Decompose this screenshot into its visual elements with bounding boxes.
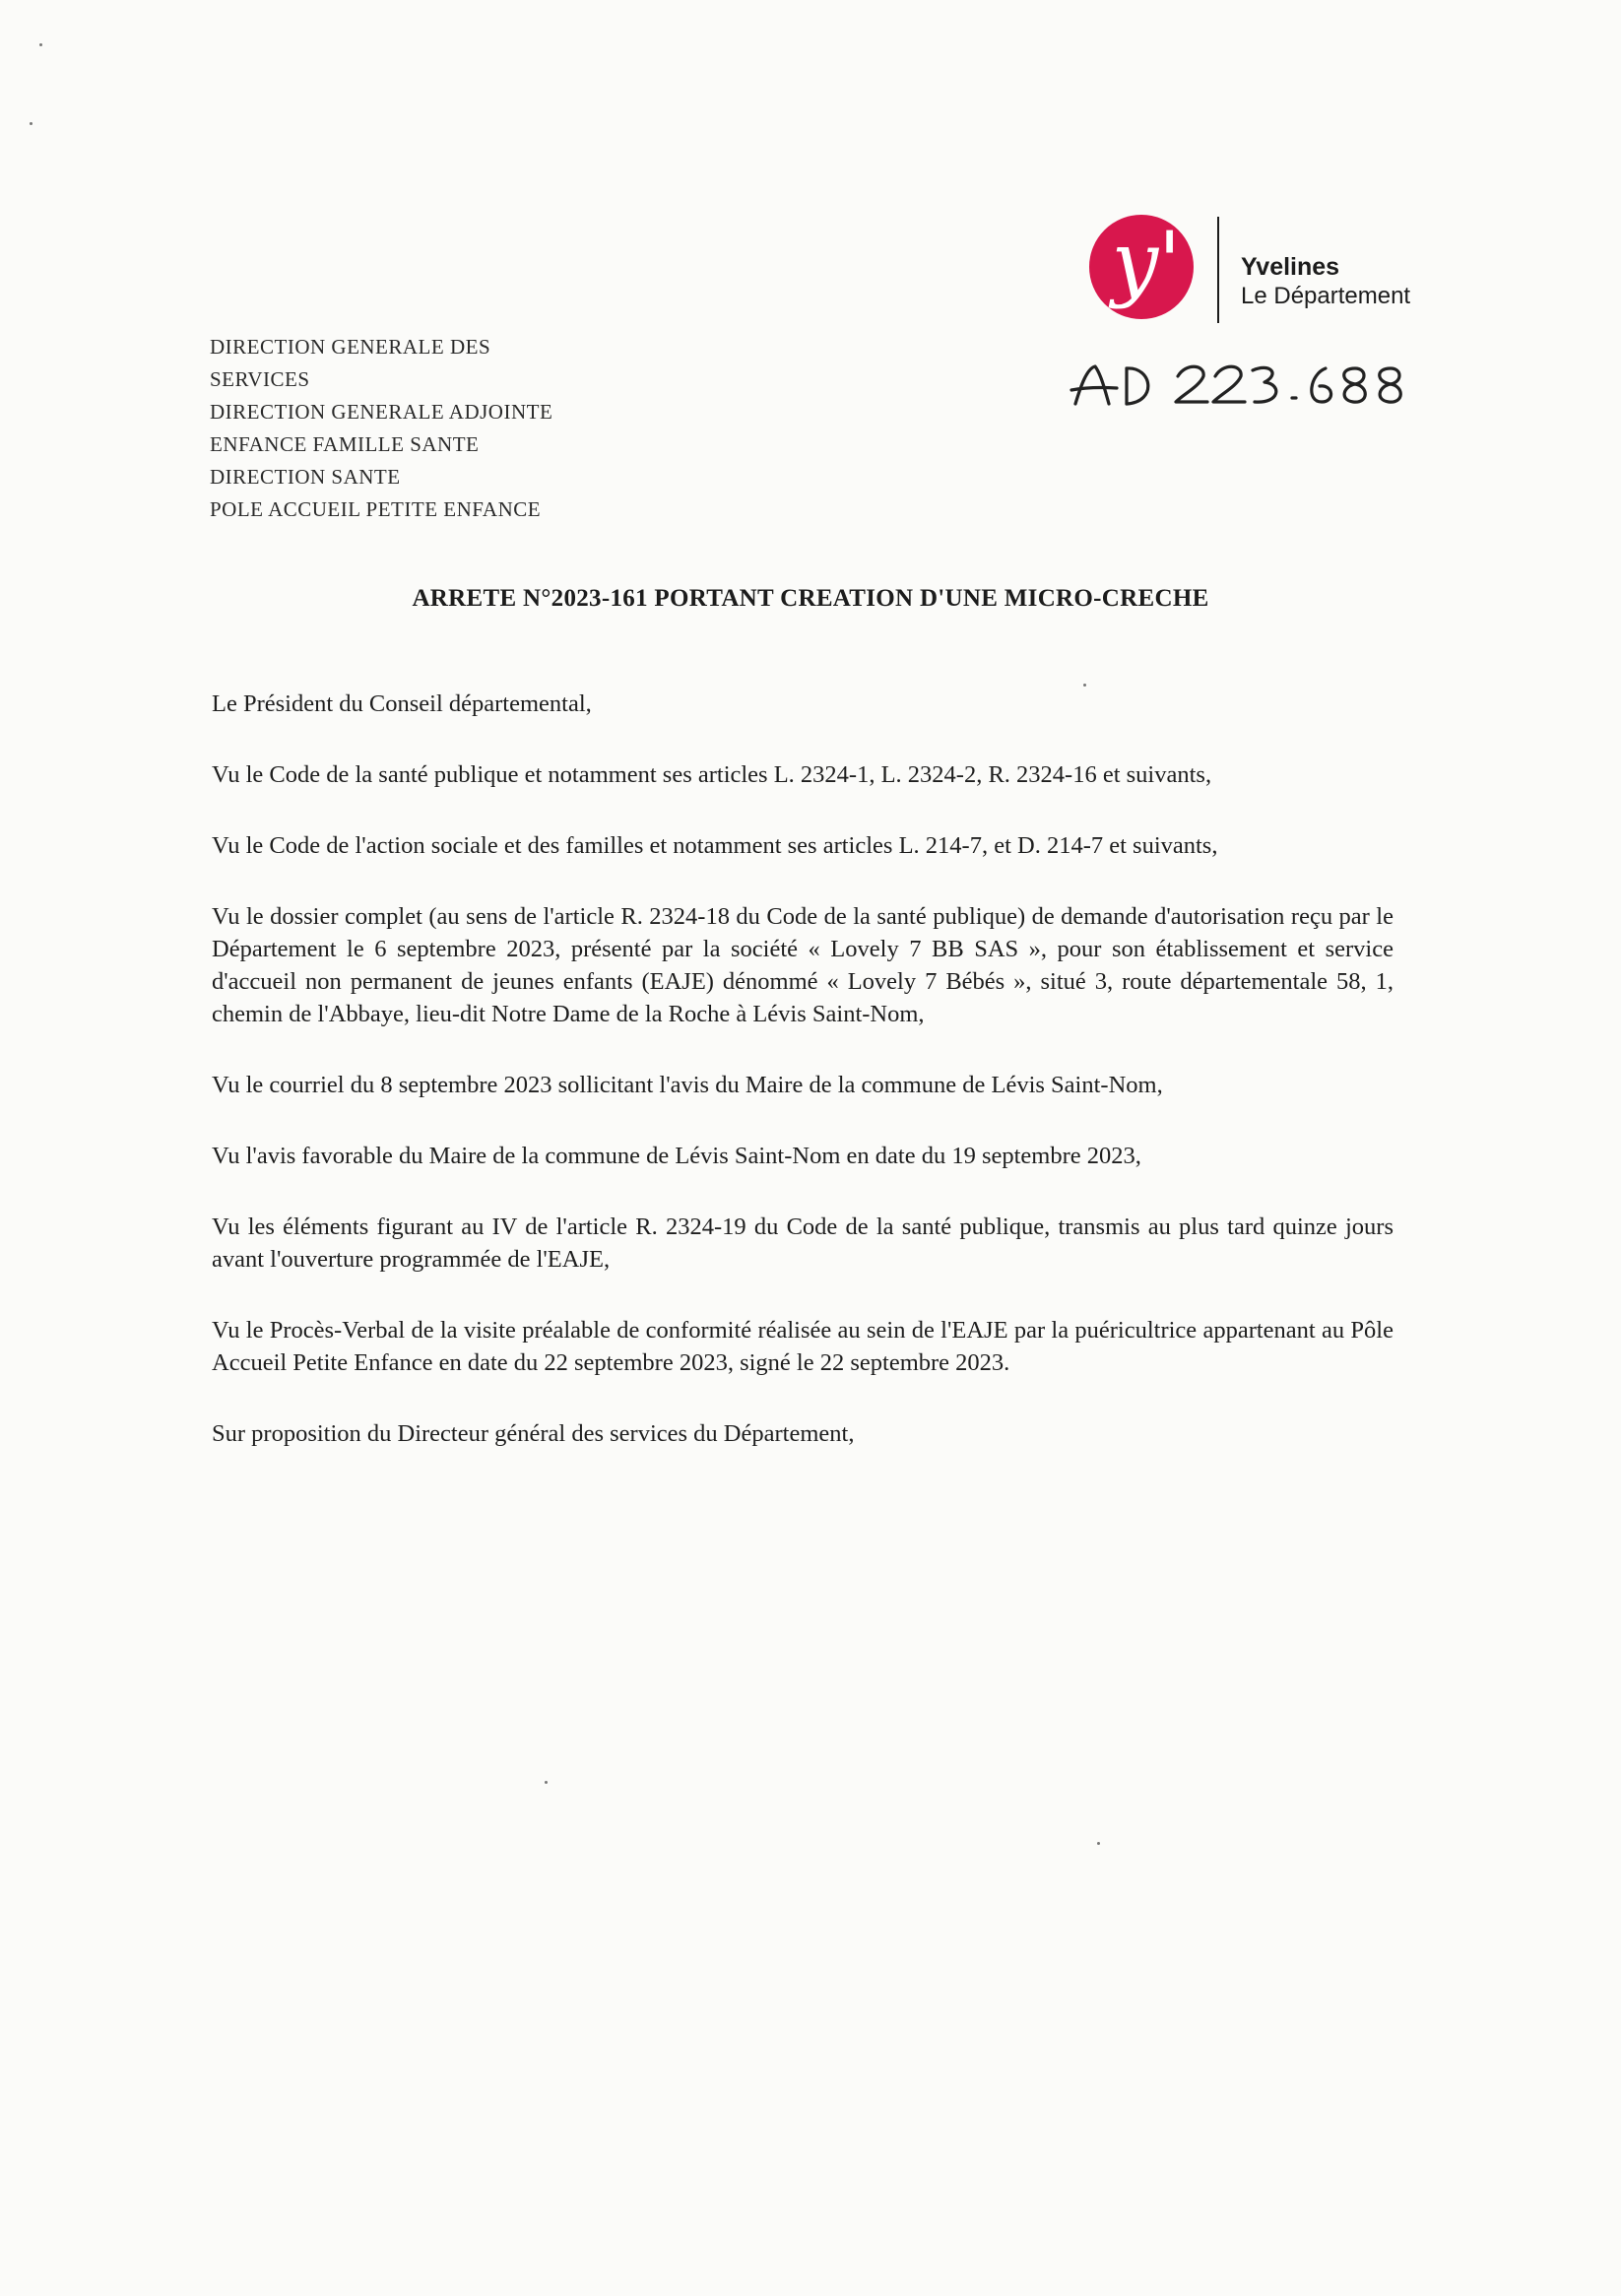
paragraph-vu-proces-verbal: Vu le Procès-Verbal de la visite préalable de conformité réalisée au sein de l'EAJE par la puéricultrice appartenant au Pôle Accueil Petite Enfance en date du 22 septembre 2023, signé le 22 septembre 2023. <box>212 1317 1394 1376</box>
header-line: DIRECTION GENERALE DES <box>210 335 491 359</box>
logo-name: Yvelines <box>1241 253 1340 281</box>
logo-text <box>1241 252 1410 311</box>
paragraph-intro: Le Président du Conseil départemental, <box>212 690 592 717</box>
paragraph-vu-elements: Vu les éléments figurant au IV de l'article R. 2324-19 du Code de la santé publique, transmis au plus tard quinze jours avant l'ouverture programmée de l'EAJE, <box>212 1214 1394 1273</box>
header-line: POLE ACCUEIL PETITE ENFANCE <box>210 497 542 521</box>
document-body <box>212 688 1394 1488</box>
scan-speck <box>1083 684 1086 687</box>
direction-header <box>210 331 552 526</box>
paragraph-sur-proposition: Sur proposition du Directeur général des services du Département, <box>212 1420 855 1447</box>
logo-mark: y' <box>1111 214 1182 310</box>
scan-speck <box>30 122 32 125</box>
scan-speck <box>1097 1842 1100 1845</box>
handwritten-reference <box>1068 355 1412 414</box>
header-line: DIRECTION SANTE <box>210 465 401 489</box>
document-title: ARRETE N°2023-161 PORTANT CREATION D'UNE MICRO-CRECHE <box>412 585 1209 612</box>
header-line: ENFANCE FAMILLE SANTE <box>210 432 480 456</box>
header-line: DIRECTION GENERALE ADJOINTE <box>210 400 553 424</box>
paragraph-vu-avis-maire: Vu l'avis favorable du Maire de la commune de Lévis Saint-Nom en date du 19 septembre 2023, <box>212 1143 1141 1169</box>
paragraph-vu-code-action-sociale: Vu le Code de l'action sociale et des familles et notamment ses articles L. 214-7, et D. 214-7 et suivants, <box>212 832 1218 859</box>
paragraph-vu-code-sante: Vu le Code de la santé publique et notamment ses articles L. 2324-1, L. 2324-2, R. 2324-16 et suivants, <box>212 761 1212 788</box>
paragraph-vu-dossier: Vu le dossier complet (au sens de l'article R. 2324-18 du Code de la santé publique) de demande d'autorisation reçu par le Département le 6 septembre 2023, présenté par la société « Lovely 7 BB SAS », pour son établissement et service d'accueil non permanent de jeunes enfants (EAJE) dénommé « Lovely 7 Bébés », situé 3, route départementale 58, 1, chemin de l'Abbaye, lieu-dit Notre Dame de la Roche à Lévis Saint-Nom, <box>212 903 1394 1027</box>
scan-speck <box>545 1781 548 1784</box>
logo-divider <box>1217 217 1219 323</box>
logo-subtitle: Le Département <box>1241 283 1411 309</box>
header-line: SERVICES <box>210 367 310 391</box>
scan-speck <box>39 43 42 46</box>
paragraph-vu-courriel: Vu le courriel du 8 septembre 2023 sollicitant l'avis du Maire de la commune de Lévis Saint-Nom, <box>212 1072 1163 1098</box>
yvelines-logo <box>1089 211 1424 329</box>
